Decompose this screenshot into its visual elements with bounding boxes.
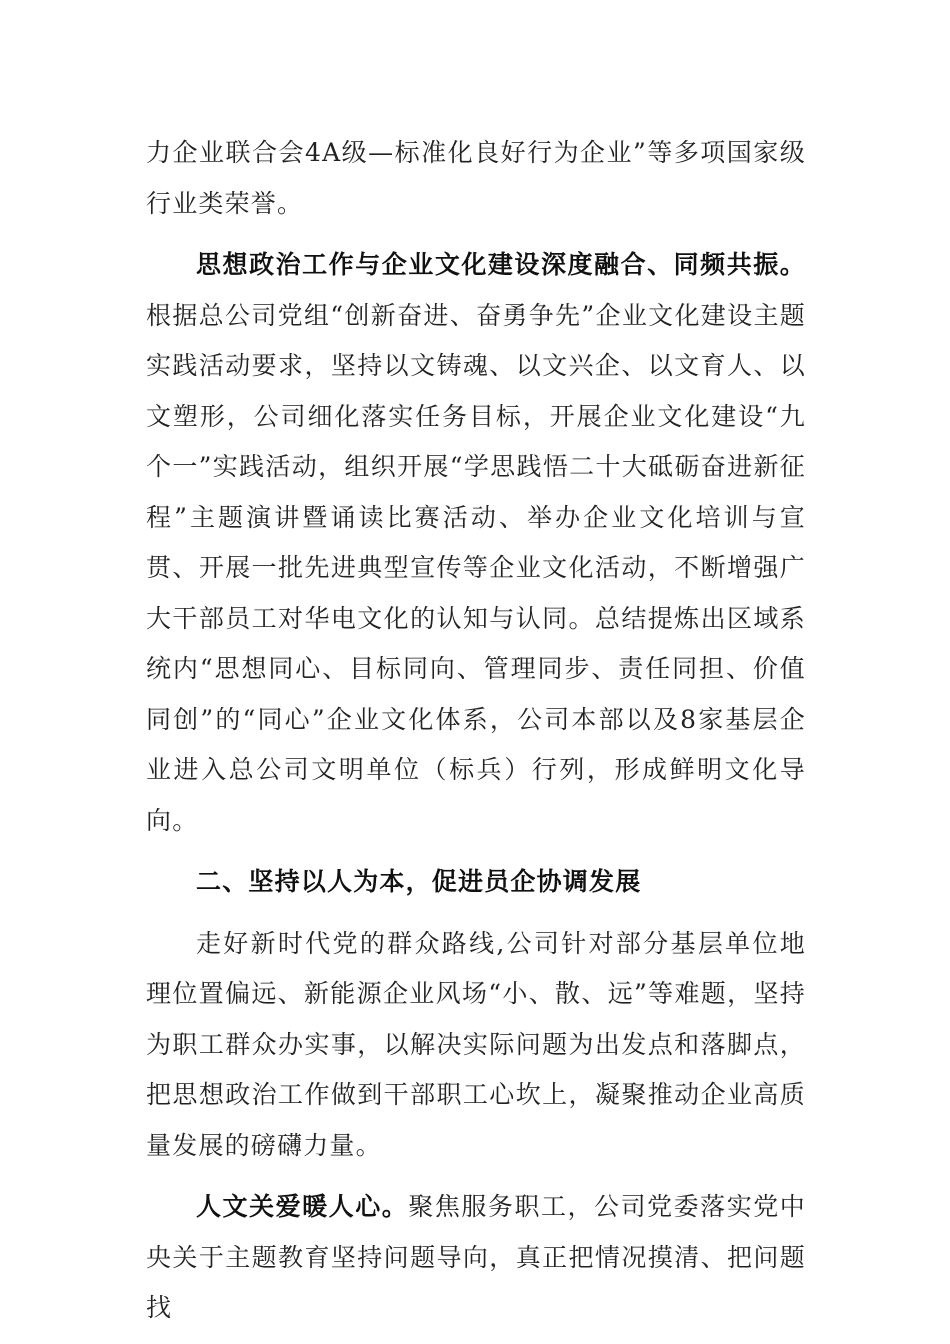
paragraph-text: 力企业联合会4A级—标准化良好行为企业”等多项国家级行业类荣誉。 <box>146 138 806 218</box>
section-heading: 二、坚持以人为本，促进员企协调发展 <box>196 867 642 896</box>
paragraph-gap <box>146 1171 806 1182</box>
paragraph-mass-line <box>146 919 806 1172</box>
paragraph-gap <box>146 846 806 857</box>
paragraph-text: 聚焦服务职工，公司党委落实党中央关于主题教育坚持问题导向，真正把情况摸清、把问题找 <box>146 1192 806 1322</box>
paragraph-text: 根据总公司党组“创新奋进、奋勇争先”企业文化建设主题实践活动要求，坚持以文铸魂、以文兴企、以文育人、以文塑形，公司细化落实任务目标，开展企业文化建设“九个一”实践活动，组织开展“学思践悟二十大砥砺奋进新征程”主题演讲暨诵读比赛活动、举办企业文化培训与宣贯、开展一批先进典型宣传等企业文化活动，不断增强广大干部员工对华电文化的认知与认同。总结提炼出区域系统内“思想同心、目标同向、管理同步、责任同担、价值同创”的“同心”企业文化体系，公司本部以及8家基层企业进入总公司文明单位（标兵）行列，形成鲜明文化导向。 <box>146 300 806 835</box>
paragraph-humanistic-care <box>146 1182 806 1334</box>
paragraph-lead-heading: 人文关爱暖人心。 <box>196 1192 409 1221</box>
paragraph-gap <box>146 229 806 240</box>
paragraph-gap <box>146 908 806 919</box>
paragraph-text: 走好新时代党的群众路线,公司针对部分基层单位地理位置偏远、新能源企业风场“小、散、远”等难题，坚持为职工群众办实事，以解决实际问题为出发点和落脚点，把思想政治工作做到干部职工心坎上，凝聚推动企业高质量发展的磅礴力量。 <box>146 928 806 1160</box>
paragraph-lead-heading: 思想政治工作与企业文化建设深度融合、同频共振。 <box>196 250 806 279</box>
paragraph-culture-integration <box>146 240 806 846</box>
paragraph-continuation <box>146 128 806 229</box>
document-body <box>146 128 806 1334</box>
